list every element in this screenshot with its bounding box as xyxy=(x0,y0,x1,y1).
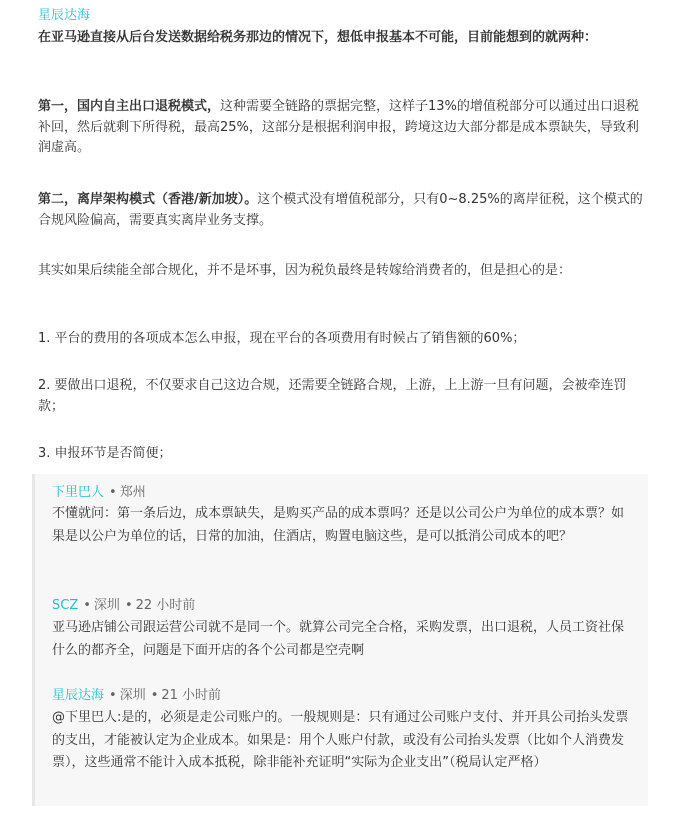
post-point-3: 3. 申报环节是否简便； xyxy=(38,446,172,461)
post-mode1 xyxy=(38,97,646,159)
separator-dot: • xyxy=(150,688,159,703)
comment-author[interactable]: 下里巴人 xyxy=(52,485,105,500)
comment-time: 21 小时前 xyxy=(161,688,222,703)
comment-header xyxy=(52,483,146,503)
post-concern: 其实如果后续能全部合规化，并不是坏事，因为税负最终是转嫁给消费者的，但是担心的是： xyxy=(38,263,572,278)
separator-dot: • xyxy=(83,598,91,613)
post-mode1-title: 第一，国内自主出口退税模式， xyxy=(38,99,221,114)
comment-author[interactable]: 星辰达海 xyxy=(52,688,105,703)
comment-location: 郑州 xyxy=(119,485,146,500)
comment-text: 亚马逊店铺公司跟运营公司就不是同一个。就算公司完全合格，采购发票，出口退税，人员工资社保什么的都齐全，问题是下面开店的各个公司都是空壳啊 xyxy=(52,620,625,658)
post-point-2: 2. 要做出口退税，不仅要求自己这边合规，还需要全链路合规，上游，上上游一旦有问题，会被牵连罚款； xyxy=(38,378,627,414)
comment-time: 22 小时前 xyxy=(135,598,196,613)
post-mode1-body: 这种需要全链路的票据完整，这样子13%的增值税部分可以通过出口退税补回，然后就剩下所得税，最高25%，这部分是根据利润申报，跨境这边大部分都是成本票缺失，导致利润虚高。 xyxy=(38,99,639,155)
comment-header xyxy=(52,596,195,616)
separator-dot: • xyxy=(109,485,117,500)
separator-dot: • xyxy=(109,688,117,703)
post-mode2 xyxy=(38,190,646,231)
comment-location: 深圳 xyxy=(119,688,146,703)
comment-text: @下里巴人:是的，必须是走公司账户的。一般规则是：只有通过公司账户支付、并开具公司抬头发票的支出，才能被认定为企业成本。如果是：用个人账户付款，或没有公司抬头发票（比如个人消费发票），这些通常不能计入成本抵税，除非能补充证明“实际为企业支出”（税局认定严格） xyxy=(52,710,629,770)
post-intro: 在亚马逊直接从后台发送数据给税务那边的情况下，想低申报基本不可能，目前能想到的就两种： xyxy=(38,30,598,45)
comment-header xyxy=(52,686,221,706)
comment-location: 深圳 xyxy=(93,598,120,613)
post-mode2-body: 这个模式没有增值税部分，只有0~8.25%的离岸征税，这个模式的合规风险偏高，需要真实离岸业务支撑。 xyxy=(38,192,643,228)
separator-dot: • xyxy=(124,598,133,613)
comment-text: 不懂就问：第一条后边，成本票缺失，是购买产品的成本票吗？还是以公司公户为单位的成本票？如果是以公户为单位的话，日常的加油，住酒店，购置电脑这些，是可以抵消公司成本的吧？ xyxy=(52,506,625,544)
post-author[interactable]: 星辰达海 xyxy=(38,8,91,23)
post-point-1: 1. 平台的费用的各项成本怎么申报，现在平台的各项费用有时候占了销售额的60%； xyxy=(38,331,526,346)
post-mode2-title: 第二，离岸架构模式（香港/新加坡）。 xyxy=(38,192,258,207)
comment-author[interactable]: SCZ xyxy=(52,598,79,613)
comment-list xyxy=(32,474,648,806)
